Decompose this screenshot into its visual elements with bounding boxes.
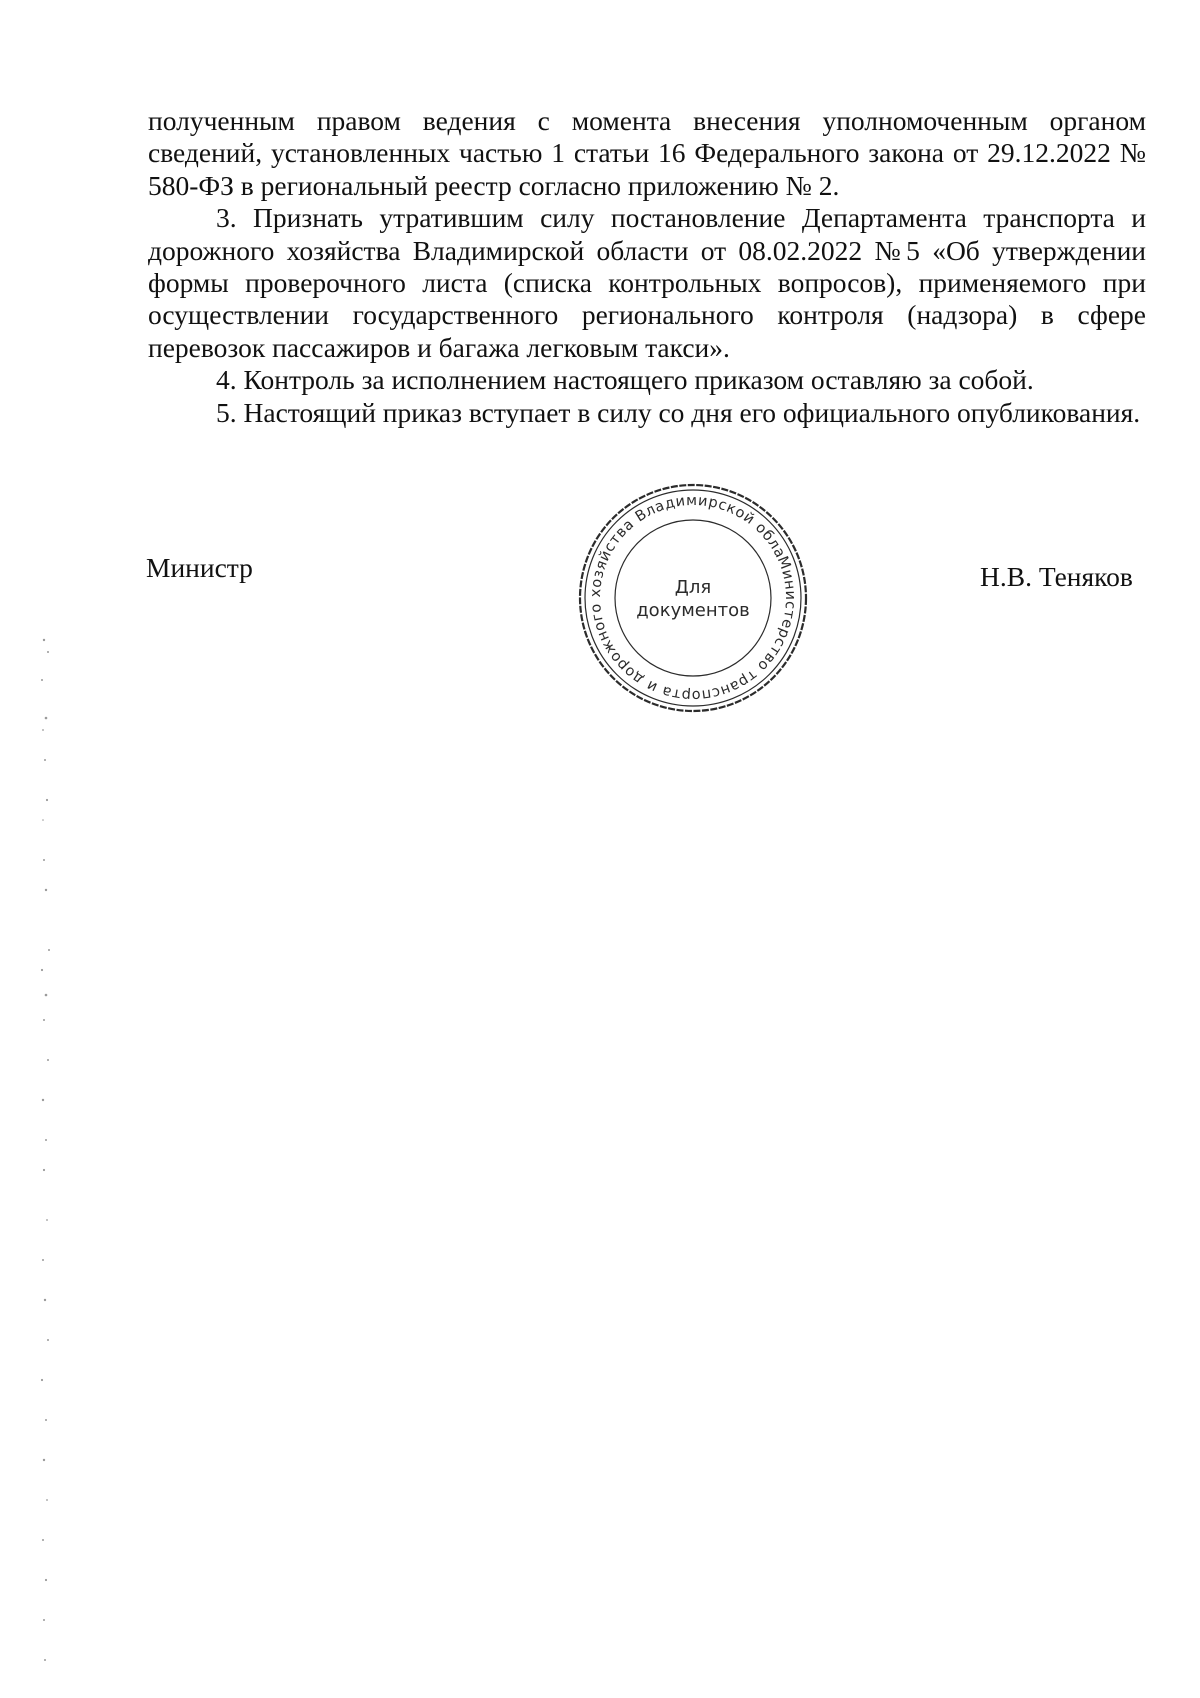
seal-outer-ring-inner [585, 490, 801, 706]
document-body [148, 105, 1146, 429]
paragraph-item-4: 4. Контроль за исполнением настоящего приказом оставляю за собой. [216, 364, 1034, 396]
paragraph-item-3: 3. Признать утратившим силу постановление Департамента транспорта и дорожного хозяйства Владимирской области от 08.02.2022 №5 «Об утверждении формы проверочного листа (списка контрольных вопросов), применяемого при осуществлении государственного регионального контроля (надзора) в сфере перевозок пассажиров и багажа легковым такси». [148, 202, 1146, 363]
seal-inner-ring [615, 520, 771, 676]
paragraph-continuation: полученным правом ведения с момента внесения уполномоченным органом сведений, установленных частью 1 статьи 16 Федерального закона от 29.12.2022 № 580-ФЗ в региональный реестр согласно приложению № 2. [148, 105, 1146, 201]
scan-edge-noise [34, 540, 64, 1690]
seal-center-line-1: Для [674, 577, 712, 598]
seal-outer-ring [580, 485, 806, 711]
official-seal-stamp [576, 481, 810, 715]
signatory-name: Н.В. Теняков [980, 561, 1133, 592]
signatory-title: Министр [146, 552, 253, 583]
seal-center-line-2: документов [636, 600, 750, 621]
paragraph-item-5: 5. Настоящий приказ вступает в силу со дня его официального опубликования. [216, 396, 1141, 428]
seal-ring-text: Министерство транспорта и дорожного хозяйства Владимирской области [587, 492, 799, 704]
